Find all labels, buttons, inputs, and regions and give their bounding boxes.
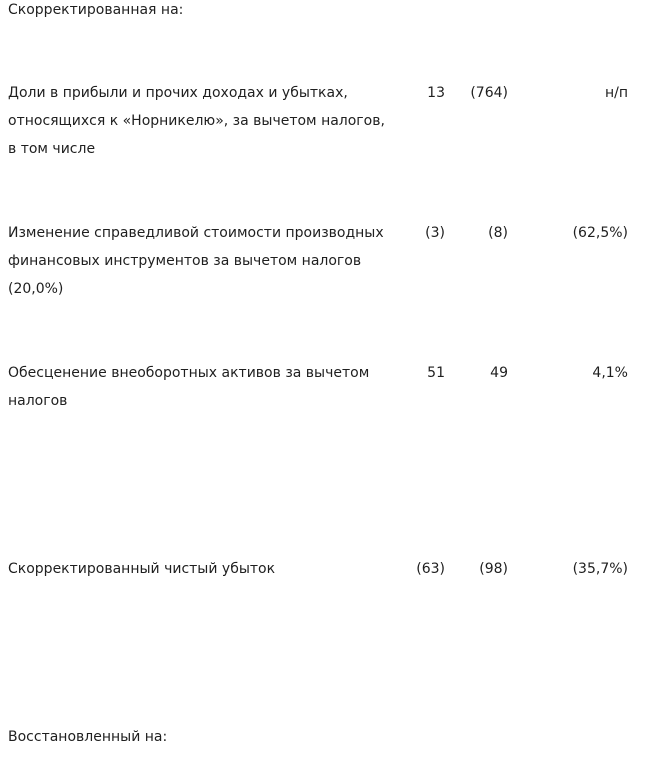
- row-label: Изменение справедливой стоимости производных финансовых инструментов за вычетом налогов (20,0%): [8, 225, 384, 297]
- restored-section-header: Восстановленный на:: [8, 729, 168, 745]
- row-value-col1: 51: [427, 365, 445, 381]
- row-value-col2: (8): [488, 225, 508, 241]
- row-label: Обесценение внеоборотных активов за вычетом налогов: [8, 365, 370, 409]
- row-value-col2: (764): [470, 85, 508, 101]
- row-value-col2: (98): [479, 561, 508, 577]
- row-value-col3: 4,1%: [592, 365, 628, 381]
- row-value-col3: (62,5%): [572, 225, 628, 241]
- row-label: Скорректированный чистый убыток: [8, 561, 276, 577]
- row-value-col1: (63): [416, 561, 445, 577]
- row-value-col1: 13: [427, 85, 445, 101]
- row-label: Доли в прибыли и прочих доходах и убытках, относящихся к «Норникелю», за вычетом налогов, в том числе: [8, 85, 385, 157]
- adjusted-section-header: Скорректированная на:: [8, 2, 184, 18]
- row-value-col1: (3): [425, 225, 445, 241]
- row-value-col2: 49: [490, 365, 508, 381]
- row-value-col3: н/п: [604, 85, 628, 101]
- row-value-col3: (35,7%): [572, 561, 628, 577]
